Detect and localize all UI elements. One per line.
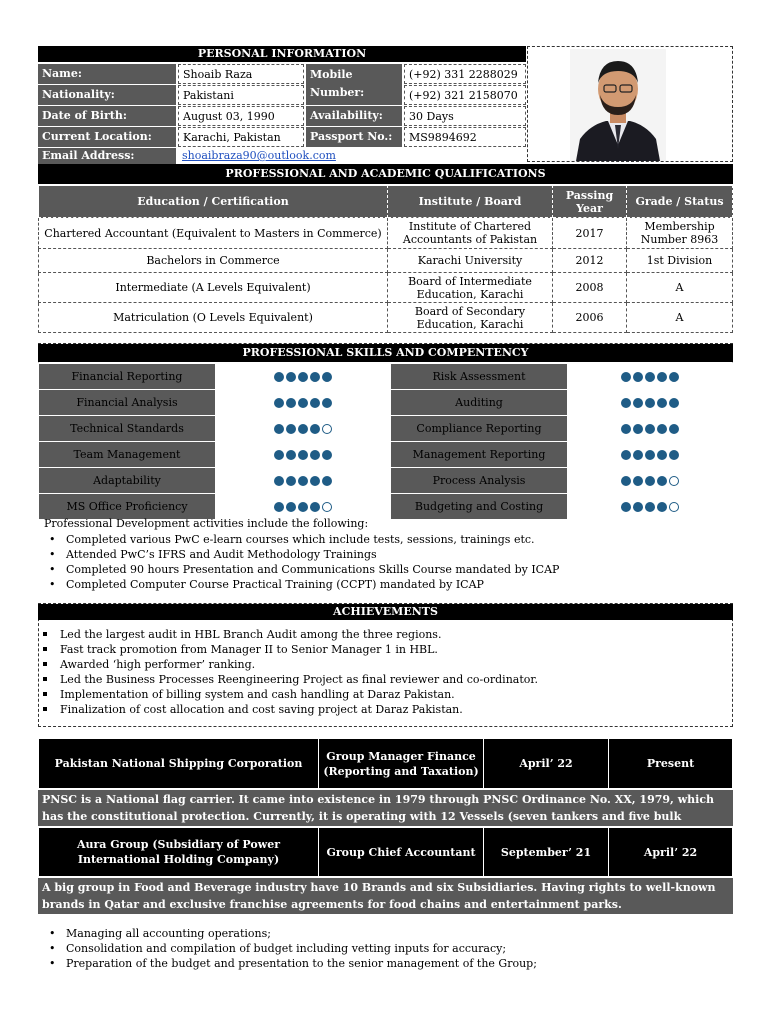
job-header-2 xyxy=(38,827,733,877)
list-item: Implementation of billing system and cash handling at Daraz Pakistan. xyxy=(38,687,728,702)
list-item: Fast track promotion from Manager II to Senior Manager 1 in HBL. xyxy=(38,642,728,657)
list-item: • Completed Computer Course Practical Training (CCPT) mandated by ICAP xyxy=(44,577,734,592)
skill-name: Technical Standards xyxy=(39,416,216,442)
skill-rating xyxy=(216,468,391,494)
edu-year: 2008 xyxy=(553,273,627,303)
filled-dot-icon xyxy=(645,502,655,512)
edu-inst: Institute of Chartered Accountants of Pakistan xyxy=(388,218,553,249)
table-row xyxy=(39,218,733,249)
filled-dot-icon xyxy=(322,476,332,486)
profile-photo xyxy=(570,49,666,161)
filled-dot-icon xyxy=(298,476,308,486)
filled-dot-icon xyxy=(645,398,655,408)
filled-dot-icon xyxy=(657,502,667,512)
filled-dot-icon xyxy=(669,372,679,382)
achievements-list xyxy=(38,627,728,717)
filled-dot-icon xyxy=(621,476,631,486)
table-row xyxy=(39,390,733,416)
filled-dot-icon xyxy=(657,398,667,408)
skill-rating xyxy=(216,416,391,442)
personal-info-header: PERSONAL INFORMATION xyxy=(38,46,526,62)
skill-name: Financial Analysis xyxy=(39,390,216,416)
skills-header: PROFESSIONAL SKILLS AND COMPENTENCY xyxy=(38,344,733,362)
table-row xyxy=(39,442,733,468)
skill-rating xyxy=(568,390,733,416)
nationality-value: Pakistani xyxy=(178,85,304,105)
filled-dot-icon xyxy=(286,398,296,408)
skill-rating xyxy=(568,468,733,494)
empty-dot-icon xyxy=(322,424,332,434)
filled-dot-icon xyxy=(633,450,643,460)
list-item: • Completed 90 hours Presentation and Communications Skills Course mandated by ICAP xyxy=(44,562,734,577)
filled-dot-icon xyxy=(274,398,284,408)
edu-inst: Board of Intermediate Education, Karachi xyxy=(388,273,553,303)
achievements-body xyxy=(38,627,728,717)
edu-inst: Karachi University xyxy=(388,249,553,273)
list-item: • Managing all accounting operations; xyxy=(44,926,734,941)
empty-dot-icon xyxy=(669,502,679,512)
skill-name: Team Management xyxy=(39,442,216,468)
filled-dot-icon xyxy=(657,450,667,460)
photo-frame xyxy=(527,46,733,162)
skill-name: Process Analysis xyxy=(391,468,568,494)
skill-name: MS Office Proficiency xyxy=(39,494,216,520)
edu-grade: A xyxy=(627,273,733,303)
filled-dot-icon xyxy=(274,476,284,486)
filled-dot-icon xyxy=(645,450,655,460)
job-role: Group Chief Accountant xyxy=(319,828,484,877)
edu-year: 2006 xyxy=(553,303,627,333)
job-company: Pakistan National Shipping Corporation xyxy=(39,739,319,789)
filled-dot-icon xyxy=(274,372,284,382)
development-section xyxy=(44,516,734,592)
table-row xyxy=(39,364,733,390)
filled-dot-icon xyxy=(633,424,643,434)
filled-dot-icon xyxy=(286,372,296,382)
edu-cert: Matriculation (O Levels Equivalent) xyxy=(39,303,388,333)
skill-rating xyxy=(568,442,733,468)
filled-dot-icon xyxy=(298,450,308,460)
duties-list xyxy=(44,926,734,971)
filled-dot-icon xyxy=(645,372,655,382)
location-label: Current Location: xyxy=(38,127,176,147)
job-start: April’ 22 xyxy=(484,739,609,789)
edu-cert: Intermediate (A Levels Equivalent) xyxy=(39,273,388,303)
filled-dot-icon xyxy=(621,450,631,460)
filled-dot-icon xyxy=(657,476,667,486)
filled-dot-icon xyxy=(310,502,320,512)
skill-name: Risk Assessment xyxy=(391,364,568,390)
job-description-1: PNSC is a National flag carrier. It came into existence in 1979 through PNSC Ordinance No. XX, 1979, which has the constitutional protection. Currently, it is operating with 12 Vessels (seven tankers and five bulk xyxy=(38,790,733,826)
list-item: • Consolidation and compilation of budget including vetting inputs for accuracy; xyxy=(44,941,734,956)
filled-dot-icon xyxy=(298,502,308,512)
filled-dot-icon xyxy=(286,450,296,460)
skill-name: Adaptability xyxy=(39,468,216,494)
job-end: April’ 22 xyxy=(609,828,733,877)
filled-dot-icon xyxy=(669,398,679,408)
filled-dot-icon xyxy=(310,372,320,382)
filled-dot-icon xyxy=(633,398,643,408)
mobile-label xyxy=(306,64,402,105)
list-item: Led the largest audit in HBL Branch Audit among the three regions. xyxy=(38,627,728,642)
empty-dot-icon xyxy=(322,502,332,512)
mobile-label-line2: Number: xyxy=(310,86,365,99)
skill-name: Management Reporting xyxy=(391,442,568,468)
filled-dot-icon xyxy=(633,476,643,486)
development-intro: Professional Development activities include the following: xyxy=(44,517,369,530)
filled-dot-icon xyxy=(322,372,332,382)
qualifications-table xyxy=(38,185,733,333)
job-company: Aura Group (Subsidiary of Power International Holding Company) xyxy=(39,828,319,877)
filled-dot-icon xyxy=(310,398,320,408)
filled-dot-icon xyxy=(633,502,643,512)
qualifications-header: PROFESSIONAL AND ACADEMIC QUALIFICATIONS xyxy=(38,164,733,184)
skill-name: Financial Reporting xyxy=(39,364,216,390)
edu-grade: A xyxy=(627,303,733,333)
skill-name: Compliance Reporting xyxy=(391,416,568,442)
filled-dot-icon xyxy=(274,502,284,512)
location-value: Karachi, Pakistan xyxy=(178,127,304,147)
availability-label: Availability: xyxy=(306,106,402,126)
list-item: Finalization of cost allocation and cost saving project at Daraz Pakistan. xyxy=(38,702,728,717)
list-item: • Attended PwC’s IFRS and Audit Methodology Trainings xyxy=(44,547,734,562)
edu-year: 2017 xyxy=(553,218,627,249)
filled-dot-icon xyxy=(621,502,631,512)
availability-value: 30 Days xyxy=(404,106,526,126)
edu-grade: Membership Number 8963 xyxy=(627,218,733,249)
filled-dot-icon xyxy=(310,476,320,486)
mobile-label-line1: Mobile xyxy=(310,68,353,81)
table-row xyxy=(39,273,733,303)
job-start: September’ 21 xyxy=(484,828,609,877)
skill-rating xyxy=(216,364,391,390)
filled-dot-icon xyxy=(657,372,667,382)
edu-inst: Board of Secondary Education, Karachi xyxy=(388,303,553,333)
duties-section xyxy=(44,926,734,971)
table-row xyxy=(39,303,733,333)
mobile-value-2: (+92) 321 2158070 xyxy=(404,85,526,105)
email-cell xyxy=(178,148,404,164)
dob-label: Date of Birth: xyxy=(38,106,176,126)
name-value: Shoaib Raza xyxy=(178,64,304,84)
skill-rating xyxy=(216,442,391,468)
filled-dot-icon xyxy=(633,372,643,382)
list-item: • Preparation of the budget and presentation to the senior management of the Group; xyxy=(44,956,734,971)
list-item: • Completed various PwC e-learn courses which include tests, sessions, trainings etc. xyxy=(44,532,734,547)
dob-value: August 03, 1990 xyxy=(178,106,304,126)
skill-rating xyxy=(568,364,733,390)
skill-rating xyxy=(216,390,391,416)
filled-dot-icon xyxy=(621,424,631,434)
empty-dot-icon xyxy=(669,476,679,486)
personal-info-grid xyxy=(38,64,526,164)
job-header-1 xyxy=(38,738,733,789)
passport-value: MS9894692 xyxy=(404,127,526,147)
nationality-label: Nationality: xyxy=(38,85,176,105)
email-label: Email Address: xyxy=(38,148,176,164)
filled-dot-icon xyxy=(669,424,679,434)
filled-dot-icon xyxy=(298,398,308,408)
edu-cert: Bachelors in Commerce xyxy=(39,249,388,273)
mobile-value-1: (+92) 331 2288029 xyxy=(404,64,526,84)
email-link[interactable]: shoaibraza90@outlook.com xyxy=(182,149,336,162)
list-item: Led the Business Processes Reengineering Project as final reviewer and co-ordinator. xyxy=(38,672,728,687)
table-row xyxy=(39,249,733,273)
edu-header-year: Passing Year xyxy=(553,186,627,218)
filled-dot-icon xyxy=(298,424,308,434)
edu-year: 2012 xyxy=(553,249,627,273)
filled-dot-icon xyxy=(669,450,679,460)
edu-header-cert: Education / Certification xyxy=(39,186,388,218)
job-end: Present xyxy=(609,739,733,789)
job-role: Group Manager Finance (Reporting and Taxation) xyxy=(319,739,484,789)
edu-header-inst: Institute / Board xyxy=(388,186,553,218)
filled-dot-icon xyxy=(621,398,631,408)
skill-name: Budgeting and Costing xyxy=(391,494,568,520)
filled-dot-icon xyxy=(322,450,332,460)
table-row xyxy=(39,468,733,494)
filled-dot-icon xyxy=(322,398,332,408)
filled-dot-icon xyxy=(310,424,320,434)
edu-cert: Chartered Accountant (Equivalent to Masters in Commerce) xyxy=(39,218,388,249)
filled-dot-icon xyxy=(274,424,284,434)
filled-dot-icon xyxy=(657,424,667,434)
filled-dot-icon xyxy=(645,424,655,434)
skill-name: Auditing xyxy=(391,390,568,416)
filled-dot-icon xyxy=(286,424,296,434)
development-list xyxy=(44,532,734,592)
filled-dot-icon xyxy=(645,476,655,486)
achievements-header: ACHIEVEMENTS xyxy=(38,604,733,620)
table-row xyxy=(39,416,733,442)
skill-rating xyxy=(568,416,733,442)
filled-dot-icon xyxy=(621,372,631,382)
skills-table xyxy=(38,363,733,520)
name-label: Name: xyxy=(38,64,176,84)
filled-dot-icon xyxy=(286,502,296,512)
job-description-2: A big group in Food and Beverage industry have 10 Brands and six Subsidiaries. Having rights to well-known brands in Qatar and exclusive franchise agreements for food chains and entertainment parks. xyxy=(38,878,733,914)
filled-dot-icon xyxy=(286,476,296,486)
filled-dot-icon xyxy=(310,450,320,460)
list-item: Awarded ‘high performer’ ranking. xyxy=(38,657,728,672)
filled-dot-icon xyxy=(298,372,308,382)
passport-label: Passport No.: xyxy=(306,127,402,147)
edu-grade: 1st Division xyxy=(627,249,733,273)
filled-dot-icon xyxy=(274,450,284,460)
edu-header-grade: Grade / Status xyxy=(627,186,733,218)
